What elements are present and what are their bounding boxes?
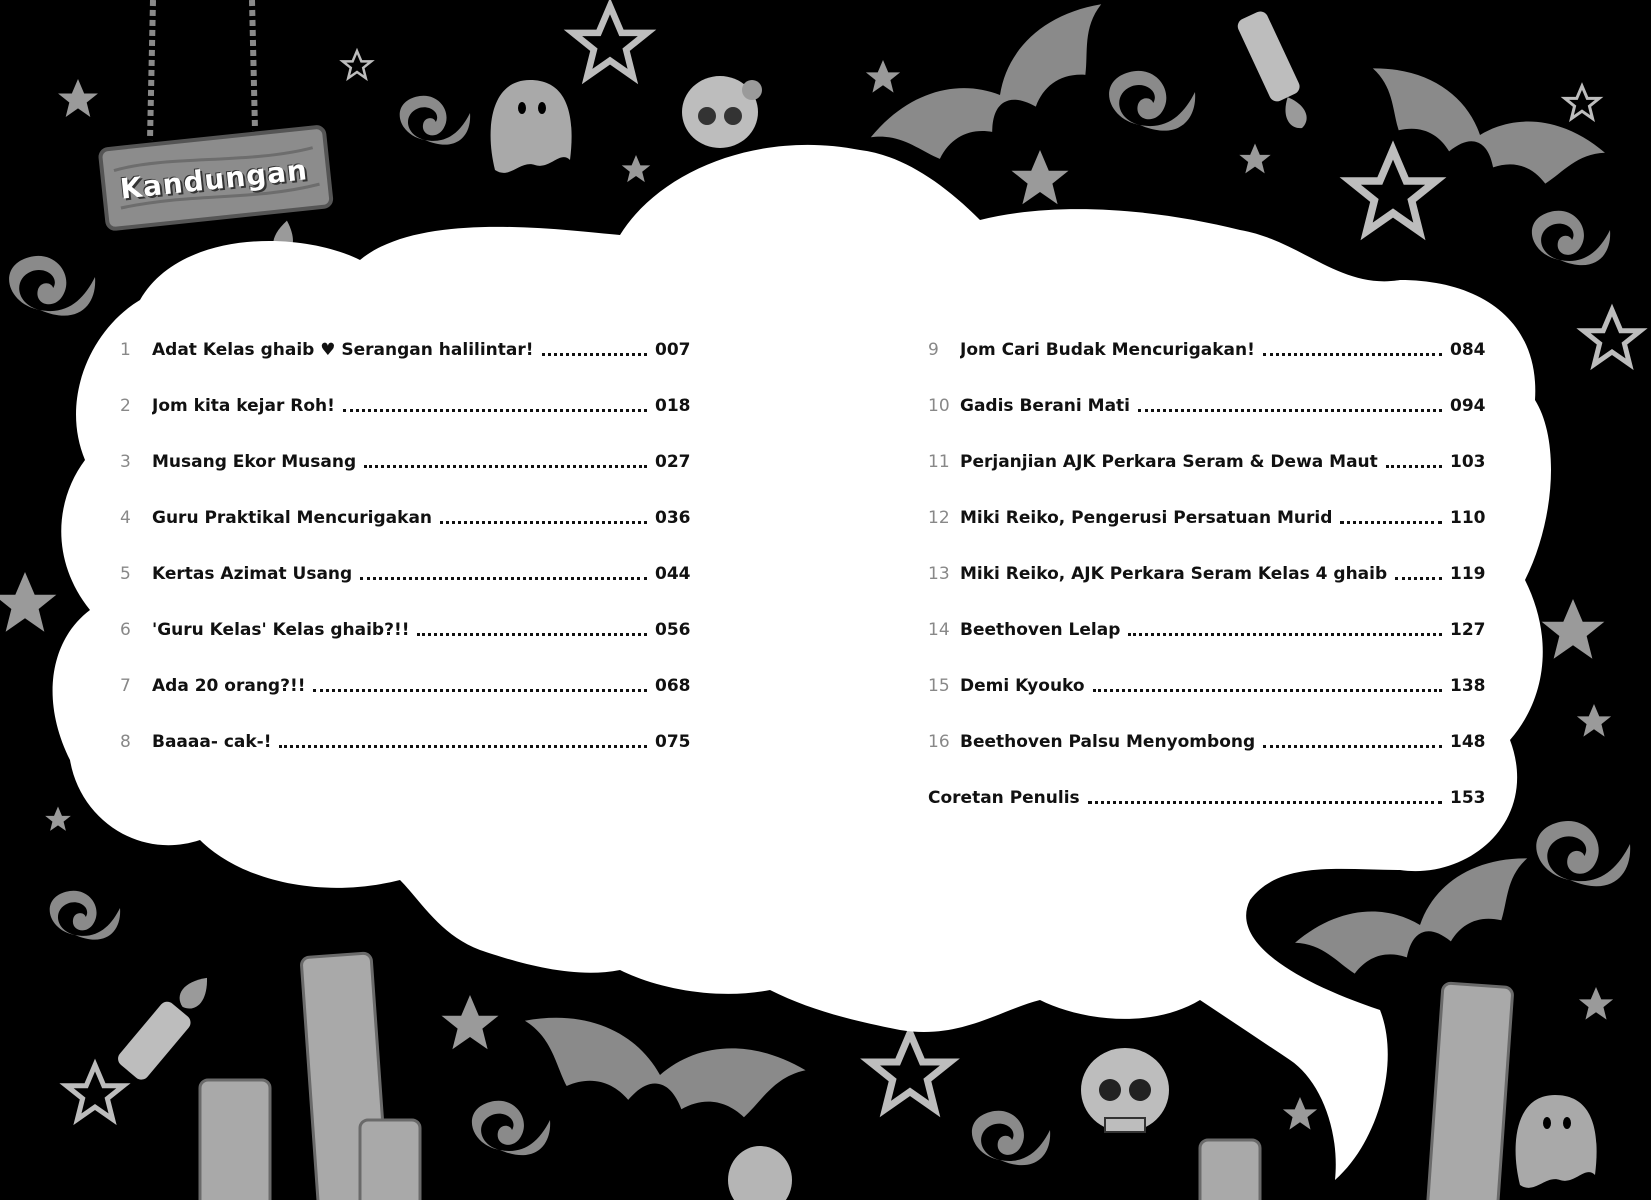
chapter-title: Musang Ekor Musang: [152, 452, 357, 472]
dot-leader: [1386, 465, 1442, 468]
chapter-number: 6: [120, 620, 131, 640]
toc-entry: [928, 322, 1490, 378]
chapter-number: 11: [928, 452, 950, 472]
dot-leader: [1093, 689, 1442, 692]
page-number: 138: [1450, 676, 1486, 696]
page-number: 007: [655, 340, 691, 360]
chapter-title: Beethoven Lelap: [960, 620, 1121, 640]
dot-leader: [1138, 409, 1442, 412]
toc-entry: [928, 546, 1490, 602]
chapter-title: Demi Kyouko: [960, 676, 1085, 696]
toc-entry: [120, 378, 695, 434]
chapter-number: 16: [928, 732, 950, 752]
chapter-number: 13: [928, 564, 950, 584]
page-title: Kandungan: [118, 153, 310, 206]
chapter-title: Jom Cari Budak Mencurigakan!: [960, 340, 1255, 360]
chapter-number: 2: [120, 396, 131, 416]
chapter-number: 8: [120, 732, 131, 752]
page-number: 153: [1450, 788, 1486, 808]
toc-entry: [120, 322, 695, 378]
toc-entry: [928, 602, 1490, 658]
dot-leader: [1395, 577, 1442, 580]
toc-entry: [928, 490, 1490, 546]
toc-column-left: [120, 322, 695, 770]
toc-entry: [928, 434, 1490, 490]
dot-leader: [1263, 745, 1442, 748]
chapter-title: Baaaa- cak-!: [152, 732, 272, 752]
chapter-title: Jom kita kejar Roh!: [152, 396, 335, 416]
dot-leader: [1263, 353, 1442, 356]
chapter-title: Beethoven Palsu Menyombong: [960, 732, 1256, 752]
dot-leader: [417, 633, 647, 636]
toc-entry: [928, 714, 1490, 770]
dot-leader: [542, 353, 647, 356]
dot-leader: [343, 409, 647, 412]
chapter-number: 3: [120, 452, 131, 472]
toc-entry: [928, 770, 1490, 826]
chapter-title: Perjanjian AJK Perkara Seram & Dewa Maut: [960, 452, 1378, 472]
dot-leader: [313, 689, 647, 692]
chapter-number: 15: [928, 676, 950, 696]
dot-leader: [364, 465, 647, 468]
toc-entry: [120, 546, 695, 602]
toc-entry: [120, 434, 695, 490]
page-number: 044: [655, 564, 691, 584]
chapter-number: 1: [120, 340, 131, 360]
chapter-title: Gadis Berani Mati: [960, 396, 1130, 416]
chapter-number: 10: [928, 396, 950, 416]
page-number: 094: [1450, 396, 1486, 416]
chapter-title: Miki Reiko, Pengerusi Persatuan Murid: [960, 508, 1333, 528]
dot-leader: [1128, 633, 1442, 636]
chapter-title: Adat Kelas ghaib ♥ Serangan halilintar!: [152, 340, 534, 360]
dot-leader: [1088, 801, 1442, 804]
chapter-title: Kertas Azimat Usang: [152, 564, 353, 584]
page-number: 068: [655, 676, 691, 696]
page-number: 110: [1450, 508, 1486, 528]
chapter-title: Miki Reiko, AJK Perkara Seram Kelas 4 ghaib: [960, 564, 1388, 584]
dot-leader: [440, 521, 647, 524]
toc-entry: [120, 490, 695, 546]
dot-leader: [360, 577, 647, 580]
page-number: 056: [655, 620, 691, 640]
page-number: 148: [1450, 732, 1486, 752]
toc-entry: [120, 658, 695, 714]
toc-entry: [928, 658, 1490, 714]
chapter-title: Guru Praktikal Mencurigakan: [152, 508, 433, 528]
page-number: 027: [655, 452, 691, 472]
dot-leader: [1340, 521, 1442, 524]
chapter-number: 4: [120, 508, 131, 528]
chapter-title: Coretan Penulis: [928, 788, 1080, 808]
chapter-number: 14: [928, 620, 950, 640]
page-number: 119: [1450, 564, 1486, 584]
page-number: 127: [1450, 620, 1486, 640]
chapter-number: 12: [928, 508, 950, 528]
chapter-title: Ada 20 orang?!!: [152, 676, 306, 696]
toc-column-right: [928, 322, 1490, 826]
toc-entry: [928, 378, 1490, 434]
chapter-number: 9: [928, 340, 939, 360]
dot-leader: [279, 745, 647, 748]
chapter-title: 'Guru Kelas' Kelas ghaib?!!: [152, 620, 410, 640]
page-number: 084: [1450, 340, 1486, 360]
page-number: 036: [655, 508, 691, 528]
page-number: 018: [655, 396, 691, 416]
chapter-number: 5: [120, 564, 131, 584]
page-number: 075: [655, 732, 691, 752]
toc-entry: [120, 714, 695, 770]
page-number: 103: [1450, 452, 1486, 472]
chapter-number: 7: [120, 676, 131, 696]
toc-entry: [120, 602, 695, 658]
